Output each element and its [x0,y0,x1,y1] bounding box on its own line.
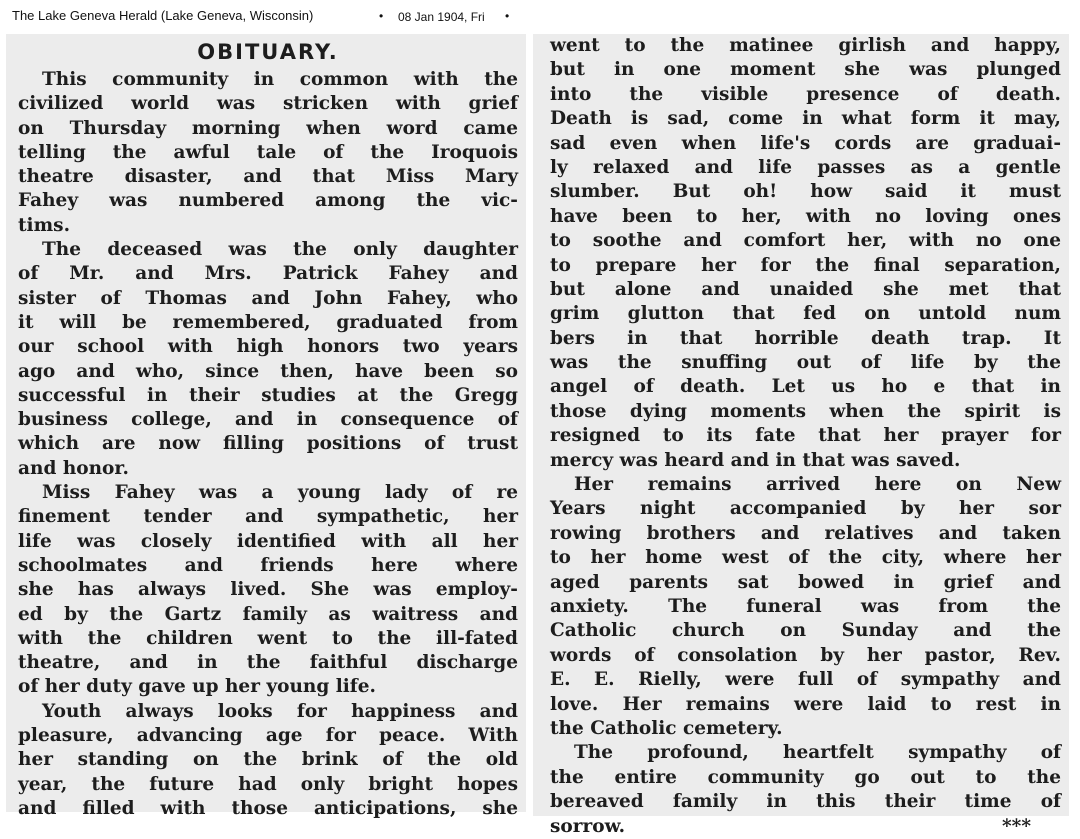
text-line: sad even when life's cords are graduai- [550,132,1061,154]
text-line: on Thursday morning when word came [18,117,518,139]
text-line: Years night accompanied by her sor [550,498,1061,520]
text-line: her standing on the brink of the old [18,749,518,771]
text-line: theatre disaster, and that Miss Mary [18,166,518,188]
text-line: Death is sad, come in what form it may, [550,108,1061,130]
text-line: bereaved family in this their time of [550,791,1061,813]
text-line: telling the awful tale of the Iroquois [18,141,518,163]
publication-date: 08 Jan 1904, Fri [398,10,485,24]
text-line: sister of Thomas and John Fahey, who [18,287,518,309]
text-line: year, the future had only bright hopes [18,773,518,795]
clipping-header [0,0,1080,34]
text-line: mercy was heard and in that was saved. [550,449,961,471]
text-line: of her duty gave up her young life. [18,676,376,698]
separator-dot: • [505,9,510,23]
text-line: life was closely identified with all her [18,530,518,552]
text-line: to soothe and comfort her, with no one [550,230,1061,252]
text-line: rowing brothers and relatives and taken [550,522,1061,544]
closing-mark: *** [1001,815,1031,837]
left-column-text [18,68,518,821]
text-line: slumber. But oh! how said it must [550,181,1061,203]
text-line: finement tender and sympathetic, her [18,506,518,528]
text-line: have been to her, with no loving ones [550,205,1061,227]
right-column-text [550,34,1061,815]
text-line: with the children went to the ill-fated [18,627,518,649]
text-line: into the visible presence of death. [550,83,1061,105]
text-line: This community in common with the [42,69,518,90]
text-line: Fahey was numbered among the vic- [18,190,518,212]
text-line: ed by the Gartz family as waitress and [18,603,518,625]
text-line: words of consolation by her pastor, Rev. [550,644,1061,666]
text-line: aged parents sat bowed in grief and [550,571,1061,593]
text-line: Catholic church on Sunday and the [550,620,1061,642]
text-line: it will be remembered, graduated from [18,311,518,333]
text-line: Miss Fahey was a young lady of re [42,482,518,504]
text-line: and honor. [18,457,129,479]
text-line: angel of death. Let us ho e that in [550,376,1061,398]
text-line: of Mr. and Mrs. Patrick Fahey and [18,263,518,285]
text-line: pleasure, advancing age for peace. With [18,725,518,747]
text-line: resigned to its fate that her prayer for [550,425,1061,447]
text-line: grim glutton that fed on untold num [550,303,1061,325]
text-line: E. E. Rielly, were full of sympathy and [550,669,1061,691]
text-line: to her home west of the city, where her [550,547,1061,569]
text-line: but in one moment she was plunged [550,59,1061,81]
text-line: to prepare her for the final separation, [550,254,1061,276]
publication-title: The Lake Geneva Herald (Lake Geneva, Wisconsin) [12,8,314,23]
text-line: and filled with those anticipations, she [18,797,518,819]
text-line: those dying moments when the spirit is [550,400,1061,422]
text-line: which are now filling positions of trust [18,433,518,455]
text-line: theatre, and in the faithful discharge [18,652,518,674]
text-line: the entire community go out to the [550,766,1061,788]
text-line: was the snuffing out of life by the [550,352,1061,374]
text-line: the Catholic cemetery. [550,717,783,739]
text-line: but alone and unaided she met that [550,278,1061,300]
text-line: went to the matinee girlish and happy, [550,35,1061,56]
text-line: civilized world was stricken with grief [18,93,518,115]
text-line: love. Her remains were laid to rest in [550,693,1061,715]
headline: OBITUARY. [197,40,339,64]
text-line: bers in that horrible death trap. It [550,327,1061,349]
article-column-right [533,34,1069,837]
text-line: tims. [18,214,71,236]
text-line: business college, and in consequence of [18,409,518,431]
text-line: Youth always looks for happiness and [42,700,518,722]
text-line: The deceased was the only daughter [42,239,518,261]
text-line: anxiety. The funeral was from the [550,595,1061,617]
closing-line [550,815,1061,839]
text-line: ly relaxed and life passes as a gentle [550,156,1061,178]
text-line: schoolmates and friends here where [18,554,518,576]
text-line: she has always lived. She was employ- [18,579,518,601]
text-line: The profound, heartfelt sympathy of [574,742,1061,764]
closing-word: sorrow. [550,815,626,837]
article-column-left [6,34,526,819]
text-line: ago and who, since then, have been so [18,360,518,382]
text-line: our school with high honors two years [18,336,518,358]
text-line: Her remains arrived here on New [574,474,1061,496]
separator-dot: • [379,9,384,23]
text-line: successful in their studies at the Gregg [18,384,518,406]
